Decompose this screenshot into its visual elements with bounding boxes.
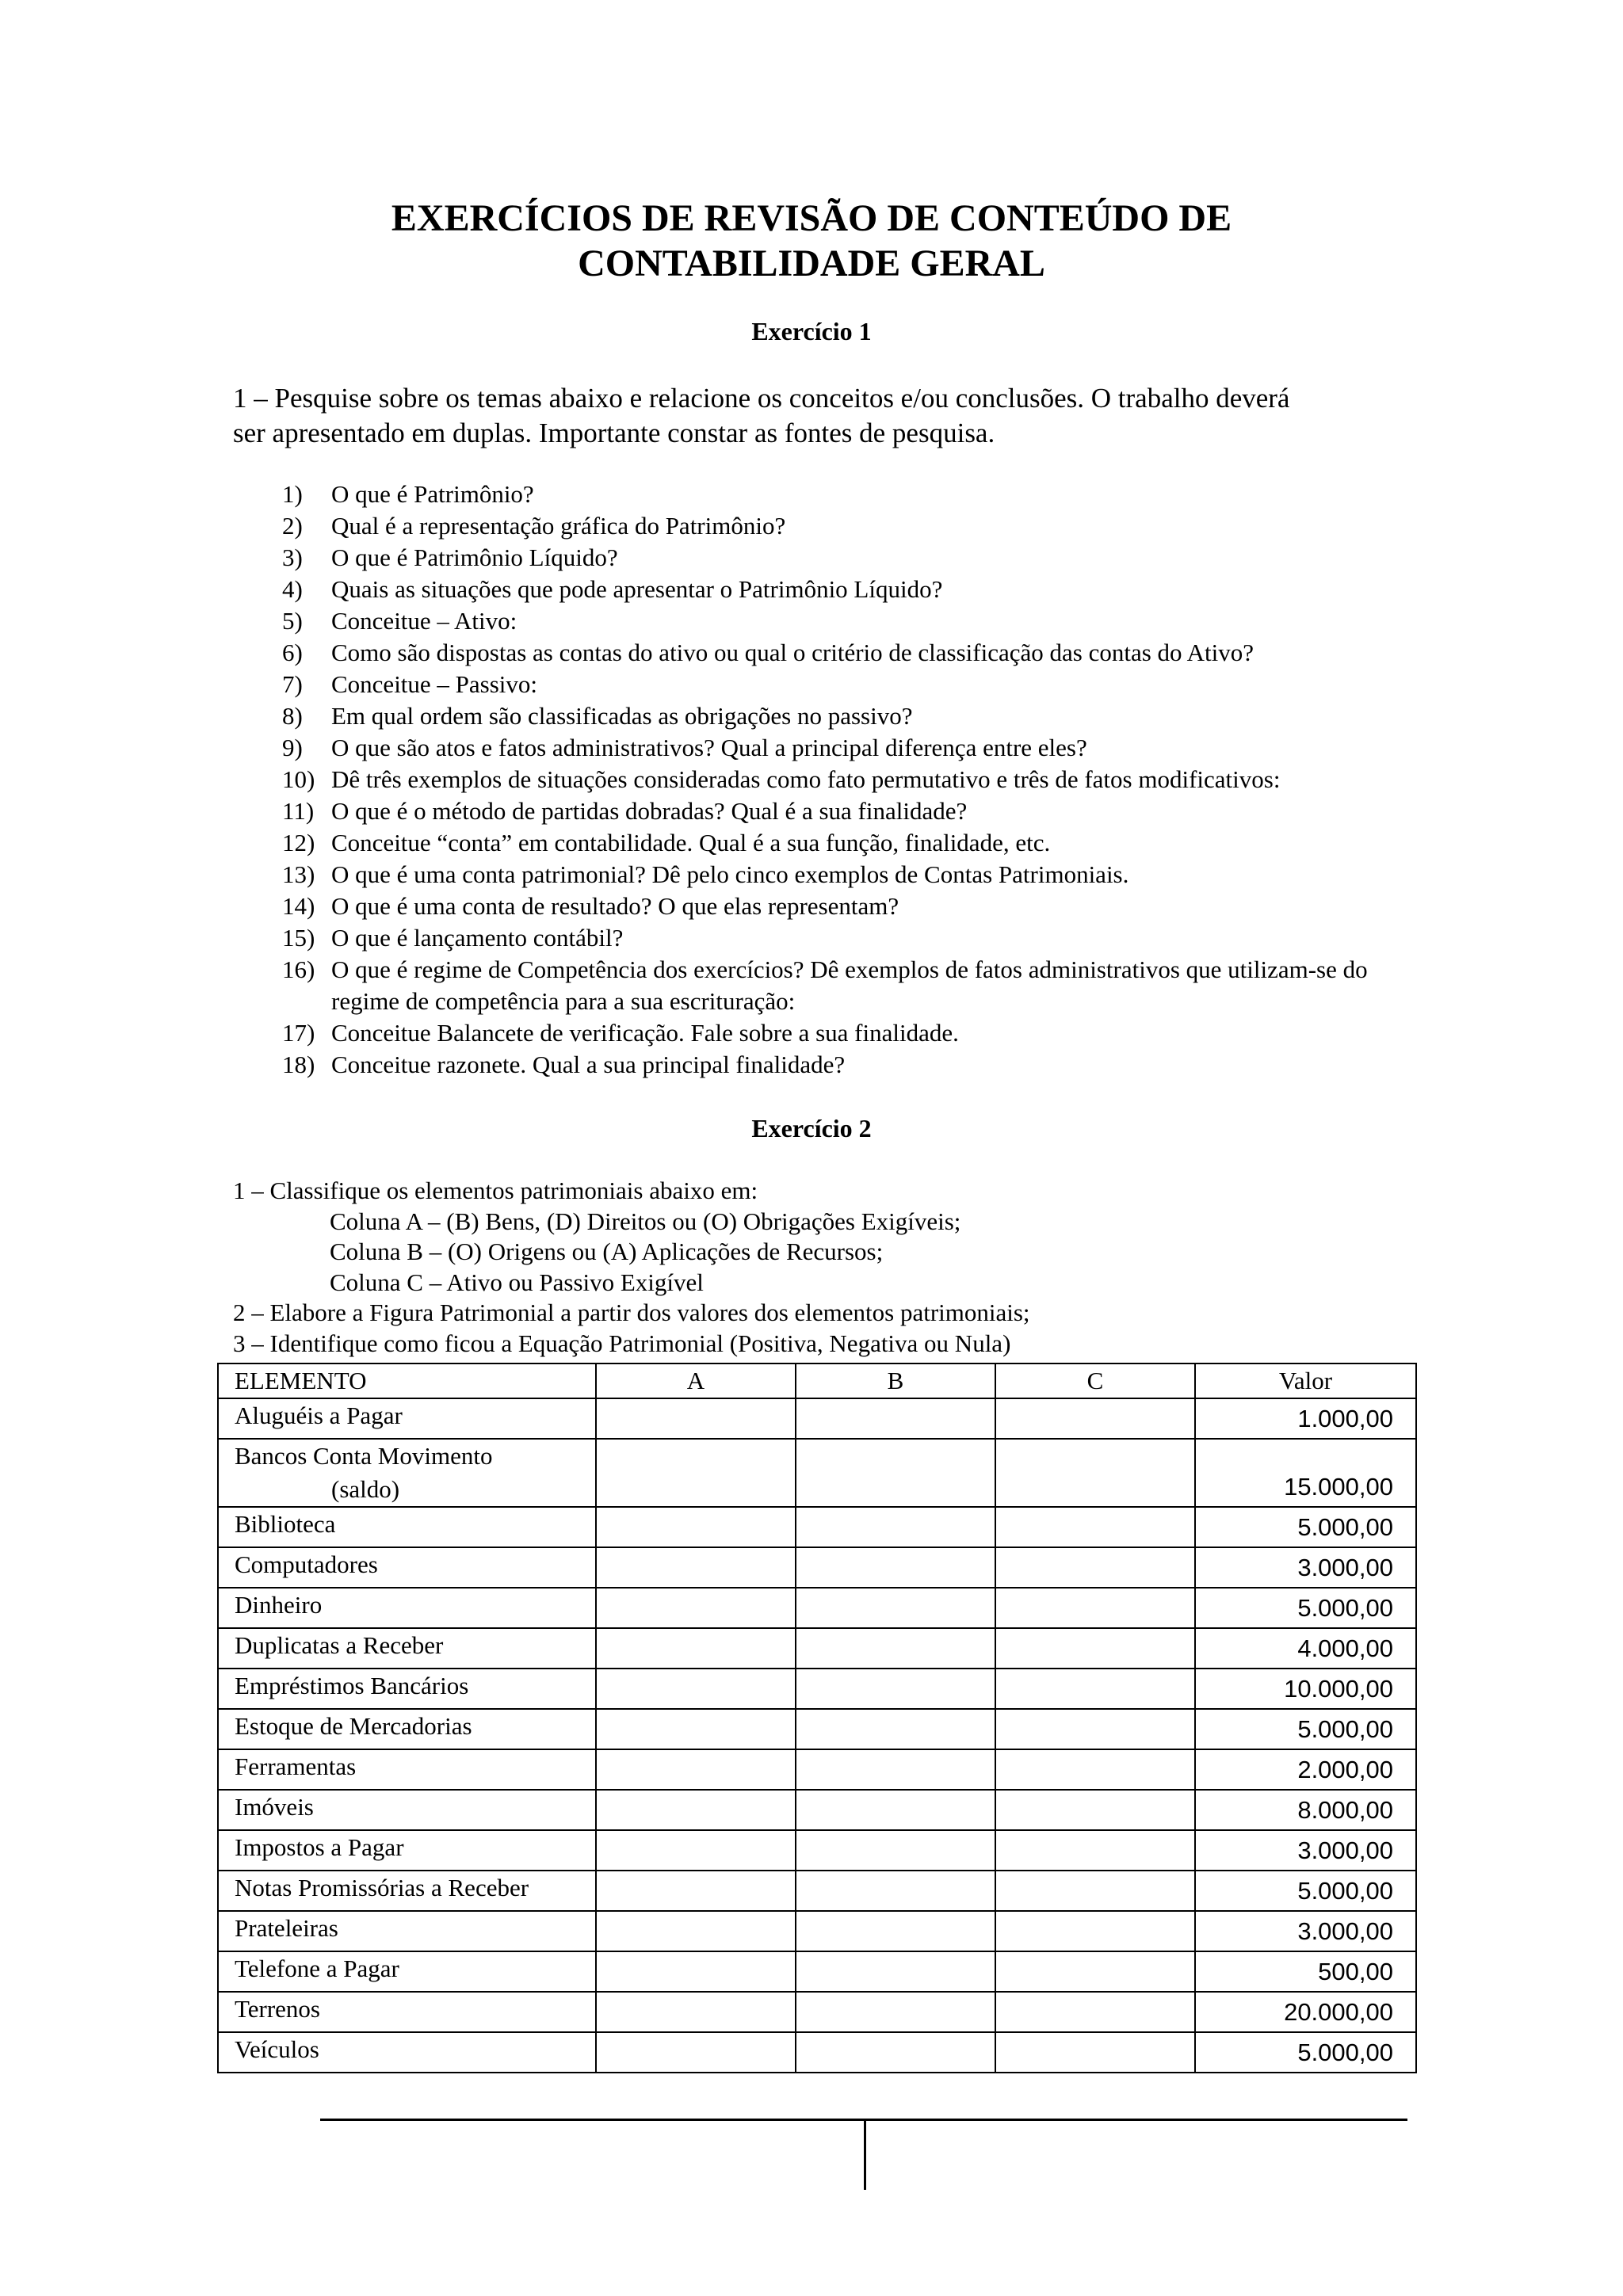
instruction-line: 2 – Elabore a Figura Patrimonial a partir dos valores dos elementos patrimoniais; <box>233 1299 1030 1326</box>
column-b-cell[interactable] <box>796 1398 995 1439</box>
valor-cell: 10.000,00 <box>1195 1669 1416 1709</box>
question-number: 6) <box>282 639 303 666</box>
table-row <box>218 1749 1416 1790</box>
column-b-cell[interactable] <box>796 1911 995 1951</box>
table-row <box>218 1951 1416 1992</box>
question-number: 4) <box>282 575 303 603</box>
question-number: 11) <box>282 797 315 825</box>
column-c-cell[interactable] <box>995 1439 1195 1507</box>
valor-cell: 8.000,00 <box>1195 1790 1416 1830</box>
column-a-cell[interactable] <box>596 1398 796 1439</box>
table-row <box>218 1628 1416 1669</box>
table-row <box>218 1871 1416 1911</box>
question-item <box>282 542 1518 574</box>
column-b-cell[interactable] <box>796 1547 995 1588</box>
question-number: 12) <box>282 829 315 856</box>
instruction-line: Coluna B – (O) Origens ou (A) Aplicações de Recursos; <box>330 1238 884 1265</box>
table-row <box>218 2032 1416 2073</box>
elemento-cell: Computadores <box>218 1547 596 1588</box>
elemento-subtext: (saldo) <box>331 1475 400 1503</box>
footer-vertical-rule <box>864 2119 866 2190</box>
column-header-elemento: ELEMENTO <box>218 1363 596 1398</box>
question-text: Qual é a representação gráfica do Patrimônio? <box>331 512 786 540</box>
question-number: 2) <box>282 512 303 540</box>
question-number: 18) <box>282 1051 315 1078</box>
column-c-cell[interactable] <box>995 1398 1195 1439</box>
column-a-cell[interactable] <box>596 2032 796 2073</box>
exercise-1-intro-line-2: ser apresentado em duplas. Importante constar as fontes de pesquisa. <box>233 418 995 448</box>
question-text: O que é regime de Competência dos exercícios? Dê exemplos de fatos administrativos que utilizam-se do regime de competência para a sua escrituração: <box>331 955 1368 1015</box>
column-c-cell[interactable] <box>995 1951 1195 1992</box>
column-c-cell[interactable] <box>995 1830 1195 1871</box>
question-item <box>282 1017 1518 1049</box>
exercise-1-intro-line-1: 1 – Pesquise sobre os temas abaixo e relacione os conceitos e/ou conclusões. O trabalho deverá <box>233 383 1290 414</box>
exercise-1-heading: Exercício 1 <box>751 317 872 345</box>
column-a-cell[interactable] <box>596 1669 796 1709</box>
table-row <box>218 1911 1416 1951</box>
elemento-cell: Aluguéis a Pagar <box>218 1398 596 1439</box>
table-header-row <box>218 1363 1416 1398</box>
question-text: Como são dispostas as contas do ativo ou qual o critério de classificação das contas do Ativo? <box>331 639 1254 666</box>
elemento-cell: Terrenos <box>218 1992 596 2032</box>
elemento-cell: Ferramentas <box>218 1749 596 1790</box>
question-number: 1) <box>282 480 303 508</box>
question-item <box>282 510 1518 542</box>
instruction-line: 1 – Classifique os elementos patrimoniais abaixo em: <box>233 1177 758 1204</box>
valor-cell: 15.000,00 <box>1195 1439 1416 1507</box>
column-c-cell[interactable] <box>995 1871 1195 1911</box>
elemento-cell: Empréstimos Bancários <box>218 1669 596 1709</box>
column-b-cell[interactable] <box>796 1749 995 1790</box>
column-b-cell[interactable] <box>796 1507 995 1547</box>
elemento-cell: Veículos <box>218 2032 596 2073</box>
exercise-2-heading: Exercício 2 <box>751 1114 872 1142</box>
column-b-cell[interactable] <box>796 1709 995 1749</box>
question-item <box>282 891 1518 922</box>
column-c-cell[interactable] <box>995 1507 1195 1547</box>
question-item <box>282 954 1518 1017</box>
column-a-cell[interactable] <box>596 1911 796 1951</box>
valor-cell: 2.000,00 <box>1195 1749 1416 1790</box>
question-item <box>282 700 1518 732</box>
column-c-cell[interactable] <box>995 1709 1195 1749</box>
question-text: Conceitue – Ativo: <box>331 607 517 635</box>
column-a-cell[interactable] <box>596 1709 796 1749</box>
elemento-cell: Notas Promissórias a Receber <box>218 1871 596 1911</box>
valor-cell: 3.000,00 <box>1195 1911 1416 1951</box>
document-title-line-2: CONTABILIDADE GERAL <box>578 242 1045 284</box>
elemento-cell: Impostos a Pagar <box>218 1830 596 1871</box>
valor-cell: 5.000,00 <box>1195 1588 1416 1628</box>
question-number: 14) <box>282 892 315 920</box>
column-a-cell[interactable] <box>596 1871 796 1911</box>
question-item <box>282 479 1518 510</box>
question-text: O que são atos e fatos administrativos? Qual a principal diferença entre eles? <box>331 734 1087 761</box>
question-item <box>282 795 1518 827</box>
elemento-cell: Prateleiras <box>218 1911 596 1951</box>
question-number: 7) <box>282 670 303 698</box>
question-item <box>282 605 1518 637</box>
table-row <box>218 1709 1416 1749</box>
question-text: Dê três exemplos de situações consideradas como fato permutativo e três de fatos modificativos: <box>331 765 1281 793</box>
elemento-cell: Dinheiro <box>218 1588 596 1628</box>
elemento-cell: Telefone a Pagar <box>218 1951 596 1992</box>
table-row <box>218 1547 1416 1588</box>
valor-cell: 3.000,00 <box>1195 1830 1416 1871</box>
elemento-cell: Imóveis <box>218 1790 596 1830</box>
question-text: O que é Patrimônio Líquido? <box>331 543 618 571</box>
column-a-cell[interactable] <box>596 1830 796 1871</box>
question-number: 5) <box>282 607 303 635</box>
elemento-cell <box>218 1439 596 1507</box>
question-text: Conceitue razonete. Qual a sua principal finalidade? <box>331 1051 846 1078</box>
column-b-cell[interactable] <box>796 1992 995 2032</box>
table-row <box>218 1588 1416 1628</box>
question-number: 13) <box>282 860 315 888</box>
valor-cell: 5.000,00 <box>1195 1871 1416 1911</box>
column-b-cell[interactable] <box>796 2032 995 2073</box>
question-number: 16) <box>282 955 315 983</box>
question-item <box>282 1049 1518 1081</box>
table-row <box>218 1507 1416 1547</box>
question-text: Quais as situações que pode apresentar o Patrimônio Líquido? <box>331 575 943 603</box>
elemento-cell: Duplicatas a Receber <box>218 1628 596 1669</box>
question-text: Conceitue “conta” em contabilidade. Qual é a sua função, finalidade, etc. <box>331 829 1051 856</box>
question-text: O que é o método de partidas dobradas? Qual é a sua finalidade? <box>331 797 968 825</box>
column-a-cell[interactable] <box>596 1992 796 2032</box>
column-c-cell[interactable] <box>995 1790 1195 1830</box>
question-number: 9) <box>282 734 303 761</box>
column-c-cell[interactable] <box>995 1547 1195 1588</box>
column-a-cell[interactable] <box>596 1439 796 1507</box>
question-item <box>282 574 1518 605</box>
question-item <box>282 922 1518 954</box>
valor-cell: 3.000,00 <box>1195 1547 1416 1588</box>
question-item <box>282 859 1518 891</box>
question-item <box>282 669 1518 700</box>
column-a-cell[interactable] <box>596 1507 796 1547</box>
column-c-cell[interactable] <box>995 1588 1195 1628</box>
column-b-cell[interactable] <box>796 1588 995 1628</box>
elemento-cell: Biblioteca <box>218 1507 596 1547</box>
column-a-cell[interactable] <box>596 1951 796 1992</box>
table-row <box>218 1398 1416 1439</box>
question-number: 3) <box>282 543 303 571</box>
instruction-line: 3 – Identifique como ficou a Equação Patrimonial (Positiva, Negativa ou Nula) <box>233 1329 1011 1357</box>
column-b-cell[interactable] <box>796 1628 995 1669</box>
valor-cell: 500,00 <box>1195 1951 1416 1992</box>
table-row <box>218 1669 1416 1709</box>
column-b-cell[interactable] <box>796 1830 995 1871</box>
instruction-line: Coluna C – Ativo ou Passivo Exigível <box>330 1268 704 1296</box>
column-c-cell[interactable] <box>995 1992 1195 2032</box>
valor-cell: 5.000,00 <box>1195 1709 1416 1749</box>
elemento-cell: Estoque de Mercadorias <box>218 1709 596 1749</box>
question-text: O que é uma conta de resultado? O que elas representam? <box>331 892 899 920</box>
table-row <box>218 1830 1416 1871</box>
valor-cell: 1.000,00 <box>1195 1398 1416 1439</box>
column-a-cell[interactable] <box>596 1790 796 1830</box>
question-number: 10) <box>282 765 315 793</box>
valor-cell: 5.000,00 <box>1195 2032 1416 2073</box>
table-row <box>218 1439 1416 1507</box>
question-number: 8) <box>282 702 303 730</box>
column-c-cell[interactable] <box>995 1669 1195 1709</box>
column-header-c: C <box>995 1363 1195 1398</box>
question-text: Conceitue – Passivo: <box>331 670 538 698</box>
column-b-cell[interactable] <box>796 1669 995 1709</box>
column-b-cell[interactable] <box>796 1439 995 1507</box>
question-text: O que é lançamento contábil? <box>331 924 624 952</box>
column-header-b: B <box>796 1363 995 1398</box>
column-a-cell[interactable] <box>596 1547 796 1588</box>
question-text: O que é Patrimônio? <box>331 480 534 508</box>
column-c-cell[interactable] <box>995 1628 1195 1669</box>
column-b-cell[interactable] <box>796 1790 995 1830</box>
column-header-a: A <box>596 1363 796 1398</box>
valor-cell: 20.000,00 <box>1195 1992 1416 2032</box>
column-a-cell[interactable] <box>596 1628 796 1669</box>
question-text: Em qual ordem são classificadas as obrigações no passivo? <box>331 702 913 730</box>
question-item <box>282 764 1518 795</box>
column-b-cell[interactable] <box>796 1951 995 1992</box>
exercise-2-instructions <box>233 1176 1501 1359</box>
table-row <box>218 1992 1416 2032</box>
question-item <box>282 732 1518 764</box>
column-b-cell[interactable] <box>796 1871 995 1911</box>
question-list <box>282 479 1518 1081</box>
question-item <box>282 637 1518 669</box>
valor-cell: 5.000,00 <box>1195 1507 1416 1547</box>
question-number: 15) <box>282 924 315 952</box>
column-a-cell[interactable] <box>596 1749 796 1790</box>
question-number: 17) <box>282 1019 315 1047</box>
question-text: O que é uma conta patrimonial? Dê pelo cinco exemplos de Contas Patrimoniais. <box>331 860 1129 888</box>
table-row <box>218 1790 1416 1830</box>
instruction-line: Coluna A – (B) Bens, (D) Direitos ou (O) Obrigações Exigíveis; <box>330 1207 961 1235</box>
question-text: Conceitue Balancete de verificação. Fale sobre a sua finalidade. <box>331 1019 959 1047</box>
column-c-cell[interactable] <box>995 1911 1195 1951</box>
column-a-cell[interactable] <box>596 1588 796 1628</box>
column-c-cell[interactable] <box>995 2032 1195 2073</box>
column-header-valor: Valor <box>1195 1363 1416 1398</box>
valor-cell: 4.000,00 <box>1195 1628 1416 1669</box>
document-title-line-1: EXERCÍCIOS DE REVISÃO DE CONTEÚDO DE <box>391 197 1232 239</box>
patrimonial-elements-table <box>217 1363 1417 2073</box>
elemento-text: Bancos Conta Movimento <box>235 1442 493 1470</box>
question-item <box>282 827 1518 859</box>
column-c-cell[interactable] <box>995 1749 1195 1790</box>
